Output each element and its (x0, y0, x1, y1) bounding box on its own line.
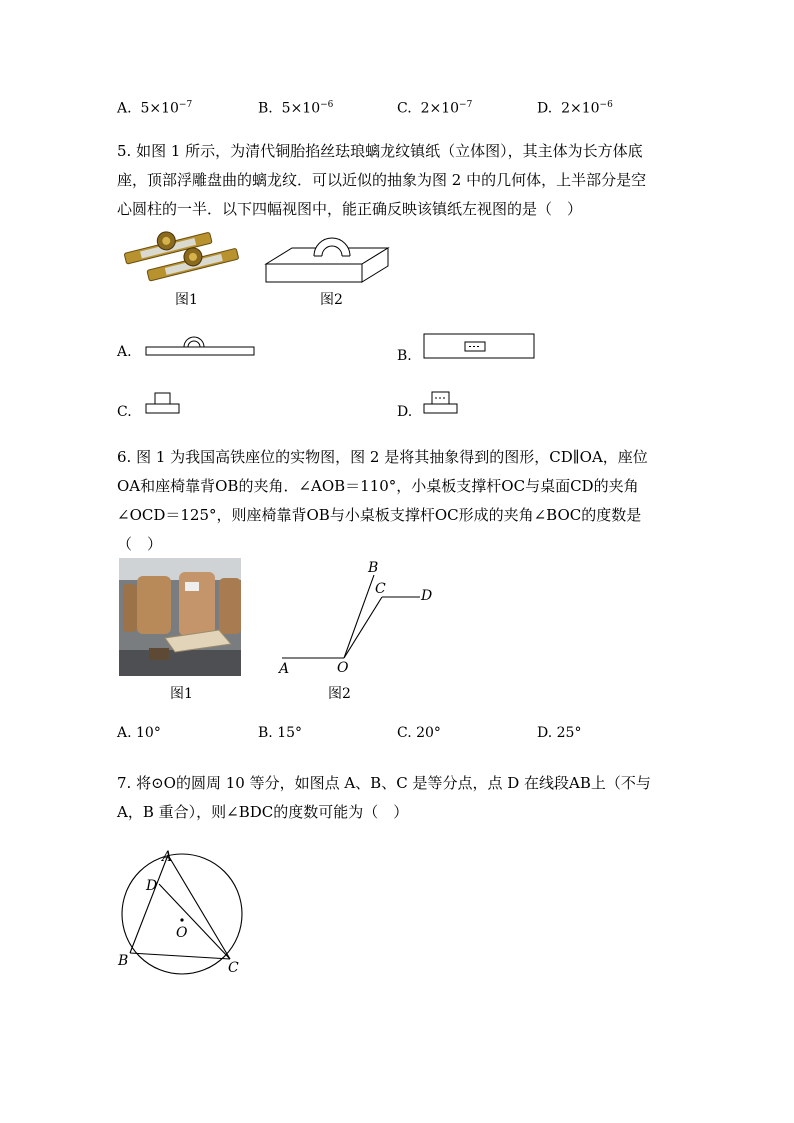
q5-option-c-label: C. (117, 404, 132, 420)
q6-fig1-seat-photo (119, 558, 241, 676)
q5-line-1: 5. 如图 1 所示，为清代铜胎掐丝珐琅螭龙纹镇纸（立体图），其主体为长方体底 (117, 142, 643, 160)
label-b: B (118, 953, 129, 969)
option-base: 5×10 (281, 100, 321, 117)
option-exp: −6 (320, 100, 334, 110)
q5-option-c-view (143, 390, 183, 416)
q7-text (117, 769, 677, 827)
q5-option-b-view (423, 333, 537, 361)
q6-line-4: （ ） (117, 535, 163, 553)
label-a: A (162, 849, 173, 865)
q5-option-b-label: B. (397, 348, 412, 364)
label-o: O (176, 925, 188, 941)
q7-line-2: A，B 重合），则∠BDC的度数可能为（ ） (117, 803, 409, 821)
q6-option-d: D. 25° (537, 725, 582, 741)
q6-option-b: B. 15° (258, 725, 303, 741)
q6-line-2: OA和座椅靠背OB的夹角．∠AOB＝110°，小桌板支撑杆OC与桌面CD的夹角 (117, 477, 639, 495)
q6-fig2-angle-diagram (270, 555, 440, 680)
q6-line-1: 6. 图 1 为我国高铁座位的实物图，图 2 是将其抽象得到的图形，CD∥OA，座位 (117, 448, 648, 466)
q4-option-b (258, 100, 333, 117)
label-d: D (421, 588, 433, 604)
q5-fig2-caption: 图2 (320, 292, 343, 308)
option-exp: −6 (599, 100, 613, 110)
q7-line-1: 7. 将⊙O的圆周 10 等分，如图点 A、B、C 是等分点，点 D 在线段AB上（不与 (117, 774, 651, 792)
center-point (180, 918, 183, 921)
q4-option-a (117, 100, 192, 117)
option-exp: −7 (459, 100, 473, 110)
q5-option-a-label: A. (117, 344, 132, 360)
option-letter: C. (397, 100, 412, 117)
q5-option-d-label: D. (397, 404, 413, 420)
q5-option-d-view (421, 389, 461, 416)
label-d: D (146, 878, 158, 894)
q5-fig2-solid (262, 232, 392, 286)
q5-fig1-caption: 图1 (175, 292, 198, 308)
q6-text (117, 443, 677, 559)
label-c: C (375, 581, 386, 597)
label-a: A (279, 661, 290, 677)
option-letter: A. (117, 100, 132, 117)
label-o: O (337, 660, 349, 676)
q5-text (117, 137, 677, 224)
option-base: 2×10 (420, 100, 460, 117)
q7-circle-diagram (112, 842, 252, 977)
label-b: B (368, 560, 379, 576)
q6-option-c: C. 20° (397, 725, 441, 741)
q6-fig2-caption: 图2 (328, 686, 351, 702)
q4-option-c (397, 100, 472, 117)
q6-fig1-caption: 图1 (170, 686, 193, 702)
q6-line-3: ∠OCD＝125°，则座椅靠背OB与小桌板支撑杆OC形成的夹角∠BOC的度数是 (117, 506, 642, 524)
q6-option-a: A. 10° (117, 725, 161, 741)
q4-option-d (537, 100, 613, 117)
option-letter: D. (537, 100, 553, 117)
q5-line-2: 座，顶部浮雕盘曲的螭龙纹．可以近似的抽象为图 2 中的几何体，上半部分是空 (117, 171, 647, 189)
option-base: 5×10 (140, 100, 179, 117)
option-letter: B. (258, 100, 273, 117)
q5-fig1-paperweight-photo (118, 225, 250, 283)
option-exp: −7 (178, 100, 193, 110)
option-base: 2×10 (561, 100, 600, 117)
q5-line-3: 心圆柱的一半．以下四幅视图中，能正确反映该镇纸左视图的是（ ） (117, 200, 583, 218)
q5-option-a-view (145, 333, 257, 357)
label-c: C (228, 960, 239, 976)
